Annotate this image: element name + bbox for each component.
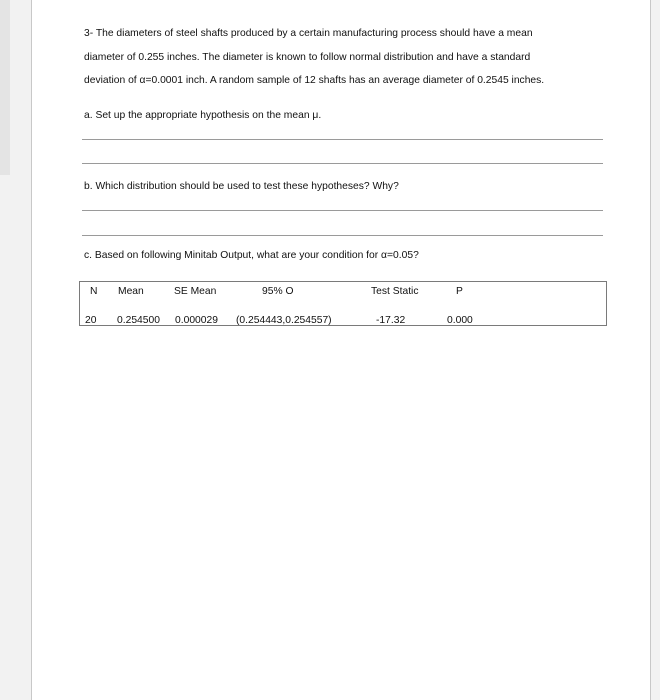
header-test-static: Test Static (371, 286, 419, 297)
intro-line-1: 3- The diameters of steel shafts produced by a certain manufacturing process should have a mean (84, 28, 533, 39)
scrollbar-hint[interactable] (0, 0, 10, 175)
answer-line-a1 (82, 139, 603, 140)
question-a: a. Set up the appropriate hypothesis on the mean μ. (84, 110, 322, 121)
cell-ci: (0.254443,0.254557) (236, 315, 332, 326)
document-page (31, 0, 651, 700)
header-n: N (90, 286, 98, 297)
minitab-output-table (79, 281, 607, 326)
question-c: c. Based on following Minitab Output, what are your condition for α=0.05? (84, 250, 419, 261)
intro-line-2: diameter of 0.255 inches. The diameter is known to follow normal distribution and have a standard (84, 52, 531, 63)
cell-mean: 0.254500 (117, 315, 160, 326)
question-b: b. Which distribution should be used to test these hypotheses? Why? (84, 181, 399, 192)
answer-line-b2 (82, 235, 603, 236)
cell-p: 0.000 (447, 315, 473, 326)
cell-n: 20 (85, 315, 97, 326)
cell-test-static: -17.32 (376, 315, 406, 326)
header-mean: Mean (118, 286, 144, 297)
header-ci: 95% O (262, 286, 294, 297)
answer-line-a2 (82, 163, 603, 164)
header-p: P (456, 286, 463, 297)
intro-line-3: deviation of α=0.0001 inch. A random sample of 12 shafts has an average diameter of 0.2545 inches. (84, 75, 545, 86)
answer-line-b1 (82, 210, 603, 211)
header-se-mean: SE Mean (174, 286, 217, 297)
cell-se-mean: 0.000029 (175, 315, 218, 326)
